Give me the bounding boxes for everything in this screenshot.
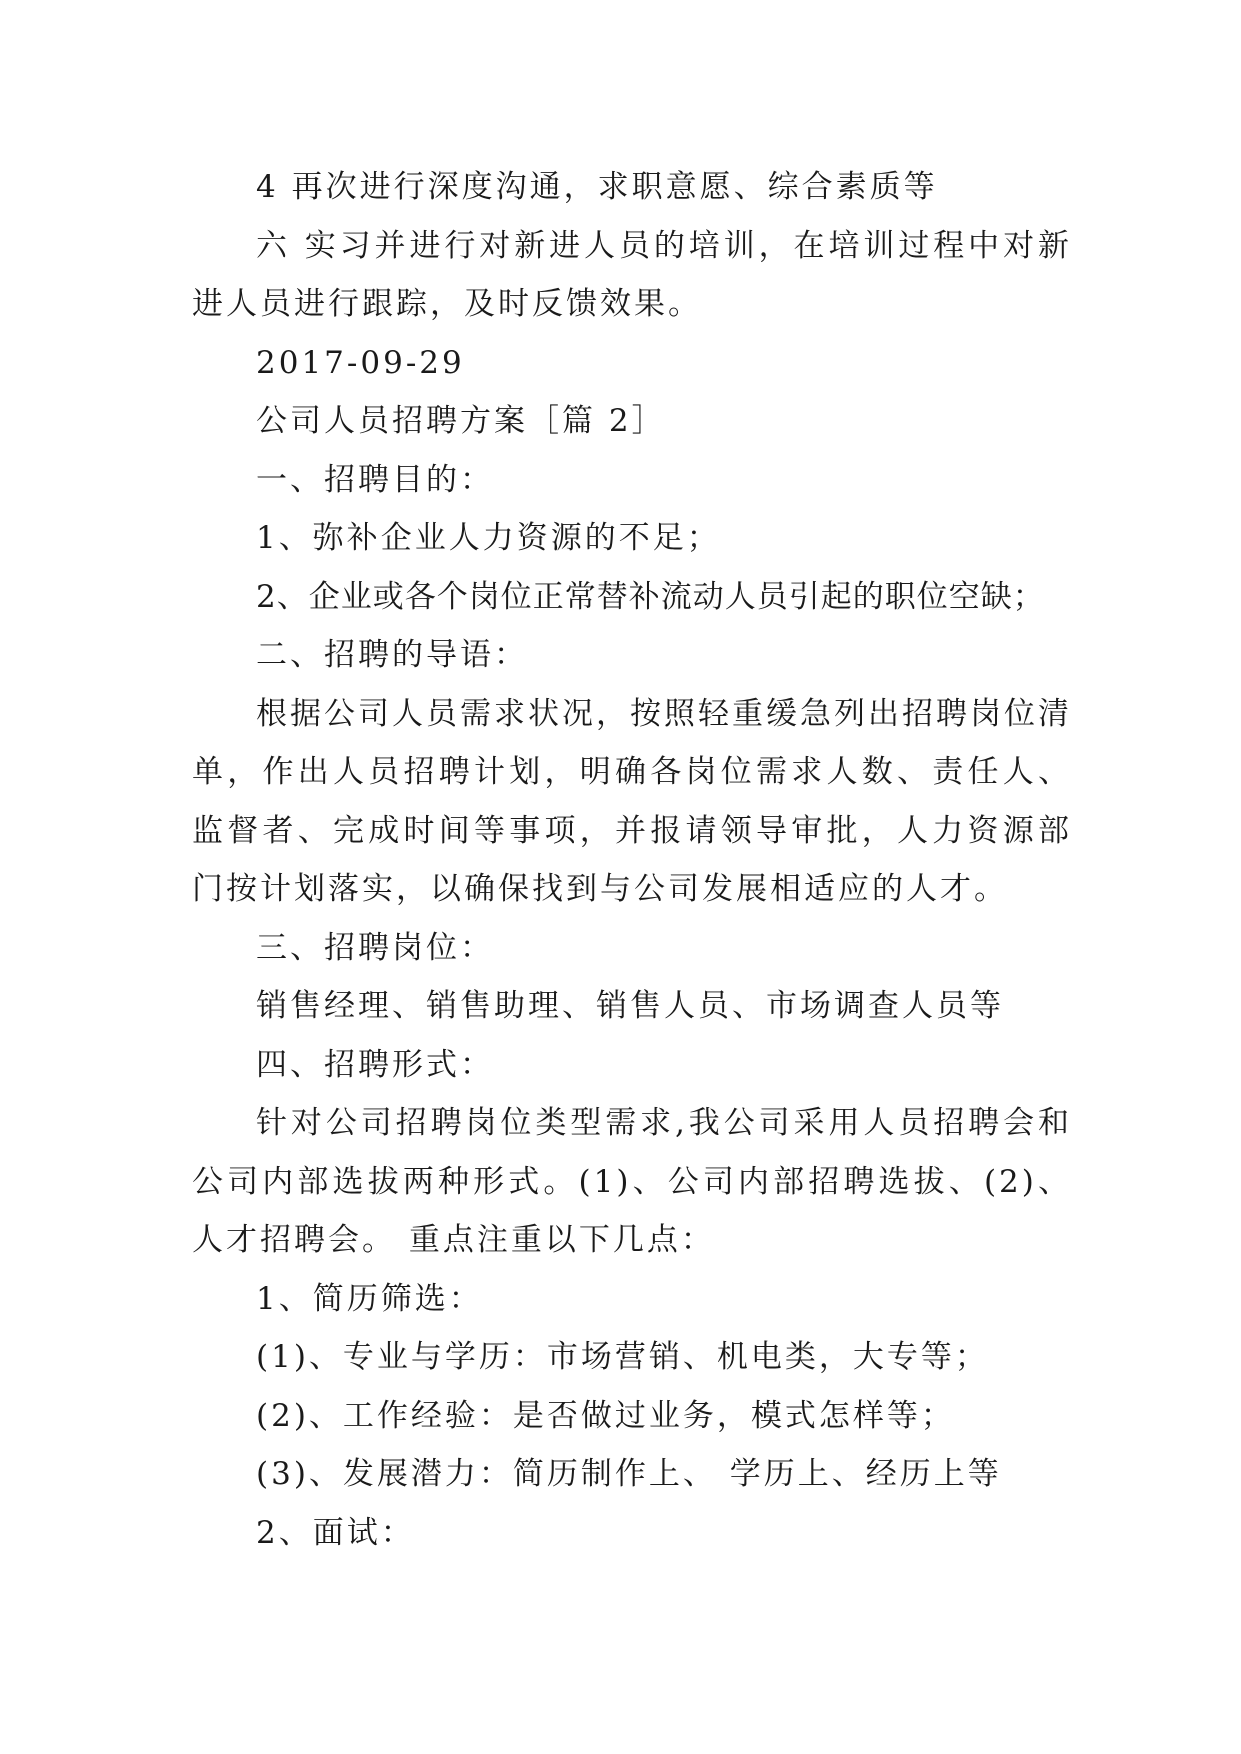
paragraph-screening-experience: (2)、工作经验：是否做过业务，模式怎样等； [256, 1397, 955, 1434]
heading-recruitment-purpose: 一、招聘目的： [256, 461, 494, 498]
paragraph-screening-potential: (3)、发展潜力：简历制作上、 学历上、经历上等 [256, 1456, 1002, 1492]
paragraph-positions-list: 销售经理、销售助理、销售人员、市场调查人员等 [256, 988, 1004, 1024]
heading-recruitment-positions: 三、招聘岗位： [256, 929, 494, 966]
heading-resume-screening: 1、简历筛选： [256, 1280, 483, 1317]
heading-recruitment-guide: 二、招聘的导语： [256, 637, 528, 673]
paragraph-step-4: 4 再次进行深度沟通，求职意愿、综合素质等 [256, 169, 938, 205]
paragraph-date: 2017-09-29 [256, 344, 465, 381]
paragraph-purpose-2: 2、企业或各个岗位正常替补流动人员引起的职位空缺； [256, 578, 1045, 615]
document-body [192, 158, 1072, 1562]
paragraph-purpose-1: 1、弥补企业人力资源的不足； [256, 520, 721, 556]
heading-recruitment-forms: 四、招聘形式： [256, 1046, 494, 1083]
paragraph-screening-major: (1)、专业与学历：市场营销、机电类，大专等； [256, 1339, 989, 1375]
heading-interview: 2、面试： [256, 1514, 415, 1551]
paragraph-plan-title: 公司人员招聘方案［篇 2］ [256, 403, 666, 439]
paragraph-forms-body: 针对公司招聘岗位类型需求,我公司采用人员招聘会和公司内部选拔两种形式。(1)、公司内部招聘选拔、(2)、人才招聘会。 重点注重以下几点： [192, 1105, 1072, 1258]
paragraph-guide-body: 根据公司人员需求状况，按照轻重缓急列出招聘岗位清单，作出人员招聘计划，明确各岗位需求人数、责任人、监督者、完成时间等事项，并报请领导审批，人力资源部门按计划落实，以确保找到与公司发展相适应的人才。 [192, 695, 1072, 907]
paragraph-section-6-training: 六 实习并进行对新进人员的培训，在培训过程中对新进人员进行跟踪，及时反馈效果。 [192, 227, 1072, 322]
